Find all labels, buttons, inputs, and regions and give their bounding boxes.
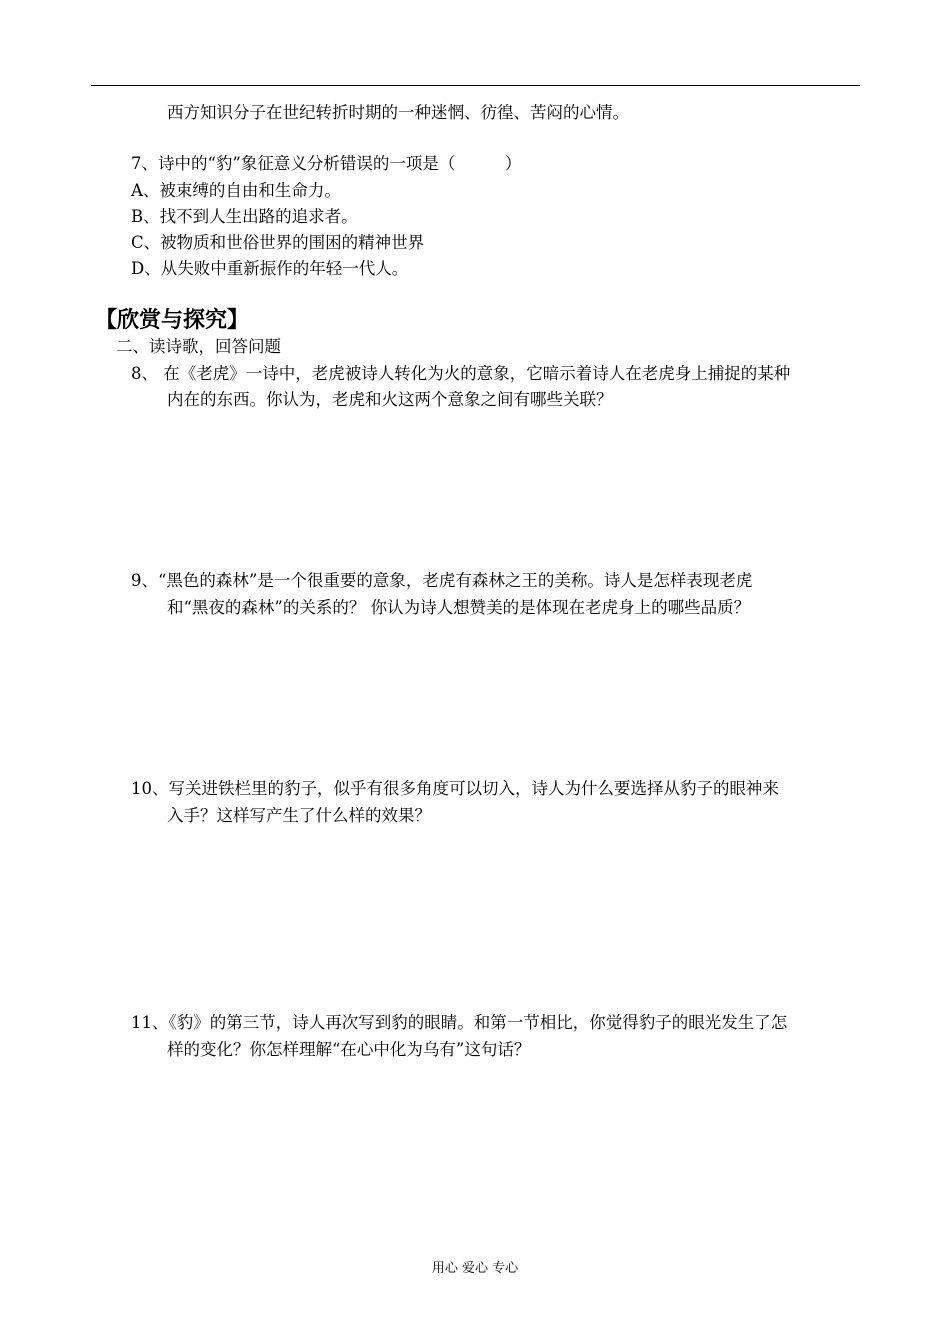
question-7-option-d: D、从失败中重新振作的年轻一代人。 <box>131 259 409 278</box>
question-11-line-1: 11、《豹》的第三节，诗人再次写到豹的眼睛。和第一节相比，你觉得豹子的眼光发生了怎 <box>131 1013 788 1032</box>
question-7-stem: 7、诗中的“豹”象征意义分析错误的一项是（ ） <box>131 154 522 173</box>
continuation-text: 西方知识分子在世纪转折时期的一种迷惘、彷徨、苦闷的心情。 <box>167 103 629 122</box>
question-8-line-1: 8、 在《老虎》一诗中，老虎被诗人转化为火的意象，它暗示着诗人在老虎身上捕捉的某种 <box>131 364 791 383</box>
question-8-line-2: 内在的东西。你认为，老虎和火这两个意象之间有哪些关联？ <box>167 390 613 409</box>
question-10-line-1: 10、写关进铁栏里的豹子，似乎有很多角度可以切入，诗人为什么要选择从豹子的眼神来 <box>131 779 779 798</box>
subsection-title: 二、读诗歌，回答问题 <box>116 337 281 356</box>
question-11-line-2: 样的变化？你怎样理解“在心中化为乌有”这句话？ <box>167 1040 531 1059</box>
question-7-option-b: B、找不到人生出路的追求者。 <box>131 207 358 226</box>
question-9-line-1: 9、“黑色的森林”是一个很重要的意象，老虎有森林之王的美称。诗人是怎样表现老虎 <box>131 571 753 590</box>
header-rule <box>91 85 860 86</box>
question-7-option-a: A、被束缚的自由和生命力。 <box>131 181 341 200</box>
question-7-option-c: C、被物质和世俗世界的围困的精神世界 <box>131 233 425 252</box>
question-9-line-2: 和“黑夜的森林”的关系的？ 你认为诗人想赞美的是体现在老虎身上的哪些品质？ <box>167 598 751 617</box>
section-heading: 【欣赏与探究】 <box>95 307 250 333</box>
question-10-line-2: 入手？这样写产生了什么样的效果？ <box>167 806 431 825</box>
page-footer: 用心 爱心 专心 <box>431 1261 519 1276</box>
